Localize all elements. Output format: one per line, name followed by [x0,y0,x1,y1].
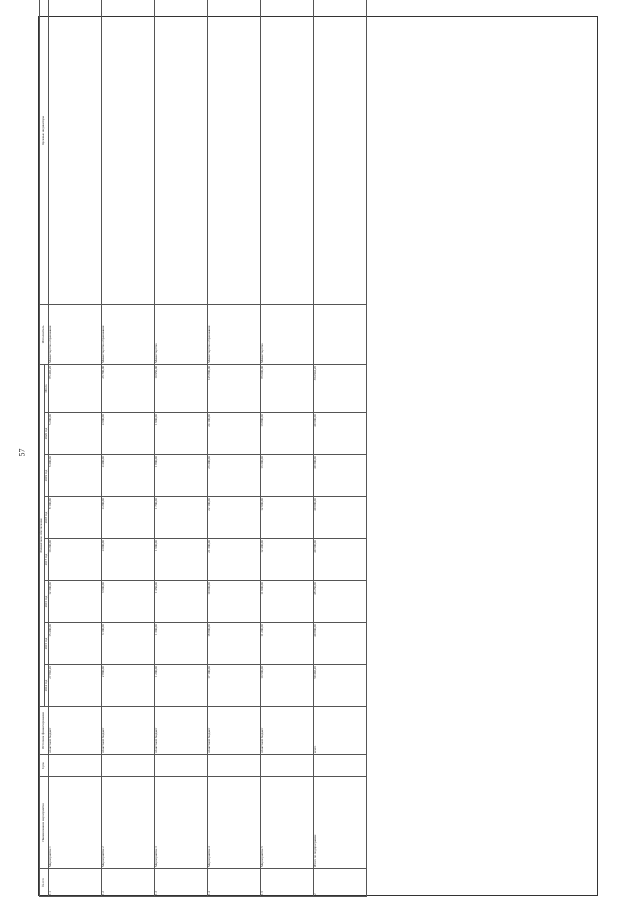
row-value: 49 500,00 [314,539,367,581]
row-value: 10 200,00 [49,539,102,581]
row-number: 1.4 [208,869,261,897]
row-value: 1 900,00 [155,413,208,455]
row-value: 12 400,00 [261,539,314,581]
row-value: 8 100,00 [49,497,102,539]
row-value: 27 892,20 [49,665,102,707]
row-value: 1 300,00 [155,623,208,665]
row-value: 49 000,00 [314,497,367,539]
row-value: 12 900,00 [261,497,314,539]
row-value: 15 400,00 [49,623,102,665]
row-period [208,755,261,777]
row-value: 10 500,00 [261,665,314,707]
row-value: 4 400,00 [102,455,155,497]
row-name: Мероприятие 2 [102,777,155,869]
row-value: 1 700,00 [155,497,208,539]
row-period [49,755,102,777]
row-value: 12 300,00 [49,581,102,623]
row-number: 1.3 [155,869,208,897]
row-value: 11 200,00 [261,623,314,665]
header-year: 2020 год [44,413,49,455]
row-source: всего [314,707,367,755]
table-row [102,0,155,897]
row-value: 22 100,00 [208,497,261,539]
row-value: 11 900,00 [261,581,314,623]
row-value: 13 800,00 [261,413,314,455]
row-name: Мероприятие 5 [261,777,314,869]
row-period [102,755,155,777]
table-row [155,0,208,897]
header-name: Наименование мероприятия [40,777,49,869]
row-executor: Министерство [155,304,208,364]
row-indicators [49,0,102,304]
row-source: областной бюджет [208,707,261,755]
header-source: Источник финансирования [40,707,49,755]
header-year: 2018 год [44,497,49,539]
row-value: 1 450,00 [155,581,208,623]
header-funding: Финансовое обеспечение [40,364,45,706]
row-value: 10 950,00 [155,364,208,412]
row-value: 1 800,00 [155,455,208,497]
row-value: 17 100,00 [208,665,261,707]
row-source: областной бюджет [102,707,155,755]
header-year: 2014 год [44,665,49,707]
row-number: 2 [314,869,367,897]
header-no: № п/п [40,869,49,897]
header-year: Итого [44,364,49,412]
row-number: 1.2 [102,869,155,897]
row-indicators [208,0,261,304]
page-number: 57 [17,448,27,457]
row-value: 3 600,00 [102,581,155,623]
row-value: 5 200,00 [49,413,102,455]
row-period [314,755,367,777]
program-table [39,0,367,897]
row-period [261,755,314,777]
row-value: 354 942,20 [314,364,367,412]
rotated-table-wrapper [39,17,599,897]
header-year: 2015 год [44,623,49,665]
row-source: областной бюджет [49,707,102,755]
document-sheet [38,16,598,896]
row-indicators [261,0,314,304]
row-value: 48 250,00 [314,581,367,623]
row-value: 4 200,00 [102,497,155,539]
row-value: 6 400,00 [49,455,102,497]
row-value: 23 400,00 [208,455,261,497]
row-source: областной бюджет [155,707,208,755]
row-number: 1.1 [49,869,102,897]
table-row [49,0,102,897]
row-value: 4 000,00 [102,539,155,581]
row-value: 86 000,00 [261,364,314,412]
row-executor: Министерство [261,304,314,364]
row-indicators [155,0,208,304]
row-period [155,755,208,777]
header-executor: Исполнитель [40,304,49,364]
row-indicators [314,0,367,304]
table-row [314,0,367,897]
row-value: 1 600,00 [155,539,208,581]
row-value: 13 300,00 [261,455,314,497]
row-value: 49 800,00 [314,623,367,665]
row-value: 4 600,00 [102,413,155,455]
row-value: 24 100,00 [208,413,261,455]
row-indicators [102,0,155,304]
header-indicators: Целевые индикаторы [40,0,49,304]
row-name: Итого по подпрограмме [314,777,367,869]
row-executor: Министерство образования [102,304,155,364]
row-value: 18 800,00 [208,623,261,665]
header-period: Срок [40,755,49,777]
row-executor [314,304,367,364]
row-value: 3 100,00 [102,623,155,665]
row-name: Мероприятие 1 [49,777,102,869]
row-name: Мероприятие 4 [208,777,261,869]
row-value: 85 492,20 [49,364,102,412]
row-value: 21 300,00 [208,539,261,581]
row-number: 1.5 [261,869,314,897]
row-value: 49 300,00 [314,455,367,497]
row-executor: Министерство образования [49,304,102,364]
header-year: 2019 год [44,455,49,497]
row-value: 2 800,00 [102,665,155,707]
row-value: 59 492,20 [314,665,367,707]
row-value: 1 200,00 [155,665,208,707]
row-name: Мероприятие 3 [155,777,208,869]
header-year: 2016 год [44,581,49,623]
table-row [261,0,314,897]
row-executor: Министерство образования [208,304,261,364]
row-value: 145 800,00 [208,364,261,412]
header-year: 2017 год [44,539,49,581]
row-value: 19 000,00 [208,581,261,623]
row-value: 49 600,00 [314,413,367,455]
row-source: областной бюджет [261,707,314,755]
row-value: 26 700,00 [102,364,155,412]
table-row [208,0,261,897]
